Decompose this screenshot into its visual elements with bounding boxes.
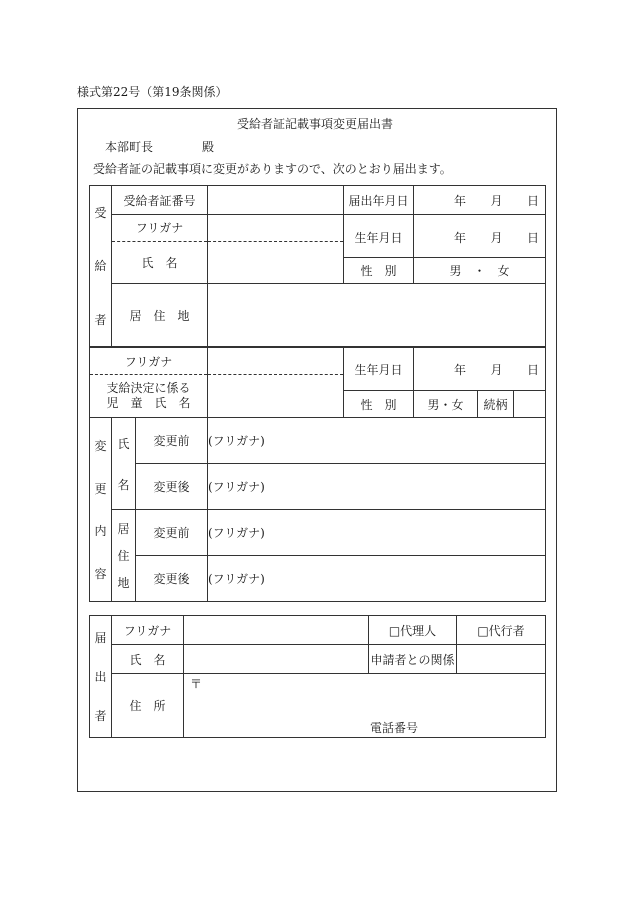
filing-date-label: 届出年月日 — [344, 186, 414, 215]
address-field[interactable] — [208, 284, 546, 347]
relation-field[interactable] — [457, 645, 546, 674]
form-number: 様式第22号（第19条関係） — [77, 85, 228, 99]
phone-label: 電話番号 — [370, 721, 419, 735]
filer-furigana-field[interactable] — [184, 616, 369, 645]
filer-group-label: 届 出 者 — [90, 616, 112, 738]
filing-date-field[interactable]: 年 月 日 — [414, 186, 546, 215]
address-label: 居 住 地 — [112, 284, 208, 347]
filer-table — [89, 615, 546, 738]
name-after-label: 変更後 — [136, 464, 208, 510]
name-field[interactable] — [208, 241, 344, 284]
child-gender-label: 性 別 — [344, 391, 414, 418]
child-furigana-field[interactable] — [208, 348, 344, 375]
filer-furigana-label: フリガナ — [112, 616, 184, 645]
change-group-label: 変 更 内 容 — [90, 418, 112, 602]
proxy-checkbox[interactable]: □代行者 — [457, 616, 546, 645]
child-gender-options[interactable]: 男・女 — [414, 391, 478, 418]
child-relation-field[interactable] — [514, 391, 546, 418]
agent-checkbox[interactable]: □代理人 — [369, 616, 457, 645]
address-before-field[interactable]: (フリガナ) — [208, 510, 546, 556]
cert-no-label: 受給者証番号 — [112, 186, 208, 215]
name-before-label: 変更前 — [136, 418, 208, 464]
gender-label: 性 別 — [344, 258, 414, 284]
intro-text: 受給者証の記載事項に変更がありますので、次のとおり届出ます。 — [93, 162, 452, 176]
recipient-table — [89, 185, 546, 347]
change-table — [89, 417, 546, 602]
postal-mark: 〒 — [190, 677, 203, 691]
cert-no-field[interactable] — [208, 186, 344, 215]
recipient-group-label: 受 給 者 — [90, 186, 112, 347]
change-address-label: 居 住 地 — [112, 510, 136, 602]
furigana-label: フリガナ — [112, 215, 208, 242]
birthdate-label: 生年月日 — [344, 215, 414, 258]
filer-address-field[interactable] — [184, 674, 546, 738]
child-name-label: 支給決定に係る 児 童 氏 名 — [90, 375, 208, 418]
name-label: 氏 名 — [112, 241, 208, 284]
child-birthdate-field[interactable]: 年 月 日 — [414, 348, 546, 391]
child-table — [89, 347, 546, 418]
child-furigana-label: フリガナ — [90, 348, 208, 375]
child-birthdate-label: 生年月日 — [344, 348, 414, 391]
child-name-field[interactable] — [208, 375, 344, 418]
child-relation-label: 続柄 — [478, 391, 514, 418]
filer-address-label: 住 所 — [112, 674, 184, 738]
gender-options[interactable]: 男 ・ 女 — [414, 258, 546, 284]
filer-name-field[interactable] — [184, 645, 369, 674]
filer-name-label: 氏 名 — [112, 645, 184, 674]
name-before-field[interactable]: (フリガナ) — [208, 418, 546, 464]
birthdate-field[interactable]: 年 月 日 — [414, 215, 546, 258]
addressee: 本部町長 — [105, 140, 154, 154]
relation-label: 申請者との関係 — [369, 645, 457, 674]
honorific: 殿 — [202, 140, 215, 154]
form-title: 受給者証記載事項変更届出書 — [236, 117, 393, 131]
address-before-label: 変更前 — [136, 510, 208, 556]
furigana-field[interactable] — [208, 215, 344, 242]
name-after-field[interactable]: (フリガナ) — [208, 464, 546, 510]
change-name-label: 氏 名 — [112, 418, 136, 510]
address-after-label: 変更後 — [136, 556, 208, 602]
address-after-field[interactable]: (フリガナ) — [208, 556, 546, 602]
